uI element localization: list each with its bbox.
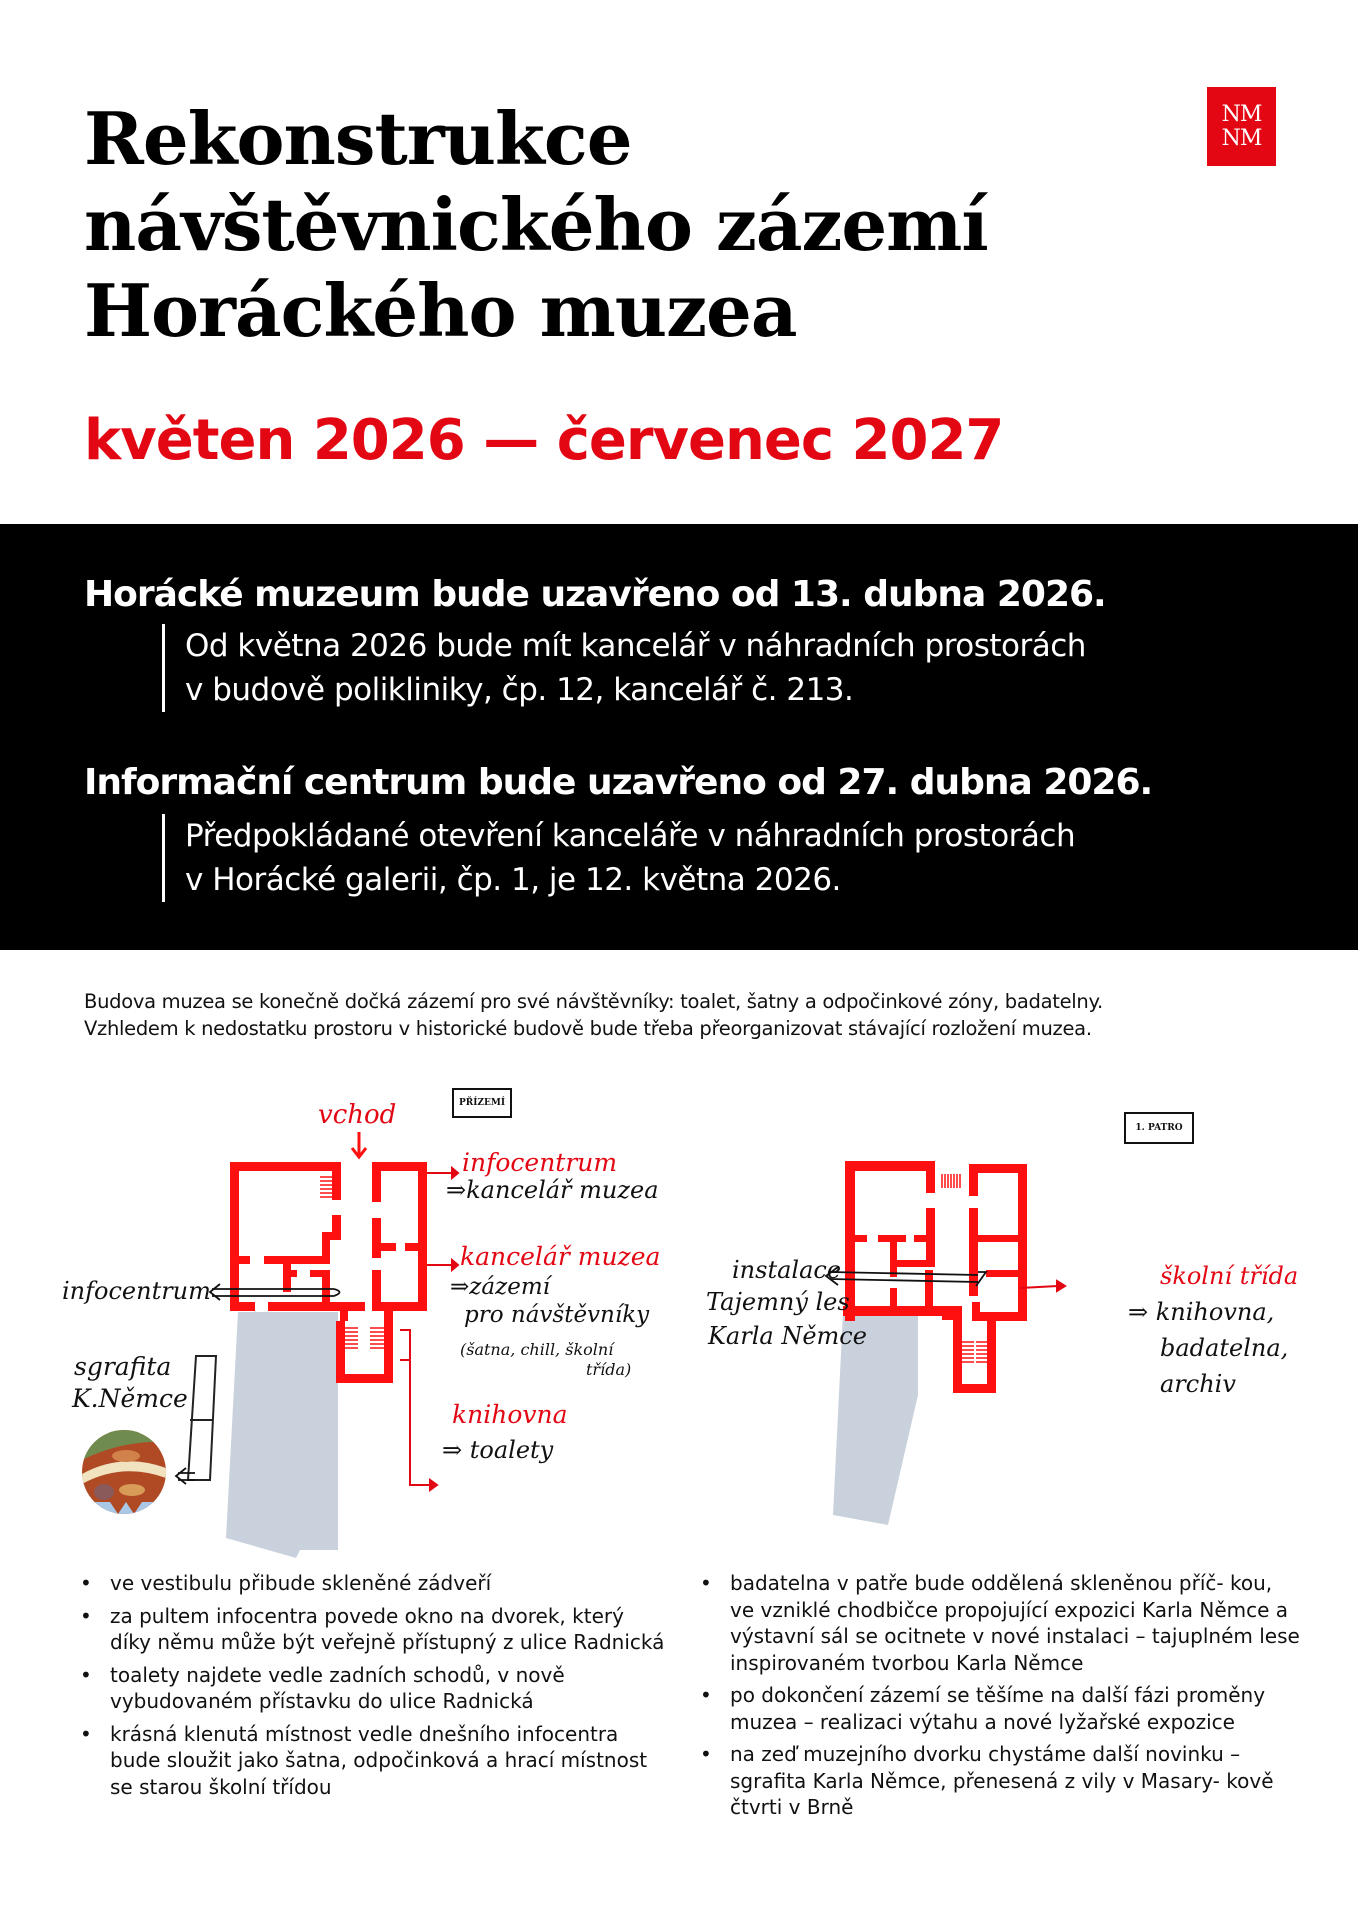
label-skolni-trida: školní třída: [1160, 1262, 1299, 1290]
bullet-item: • badatelna v patře bude oddělená skleněnou příč- kou, ve vzniklé chodbičce propojující expozici Karla Němce a výstavní sál se ocitnete v nové instalaci – tajuplném lese inspirovaném tvorbou Karla Němce: [700, 1570, 1300, 1676]
label-vchod: vchod: [318, 1100, 397, 1130]
sgraffito-image: [82, 1430, 166, 1514]
notice-heading-museum: Horácké muzeum bude uzavřeno od 13. dubna 2026.: [84, 574, 1106, 615]
notice-body-museum: [162, 624, 1086, 712]
label-knihovna: ⇒ knihovna,: [1128, 1298, 1275, 1326]
notice-line: Předpokládané otevření kanceláře v náhradních prostorách: [185, 818, 1076, 854]
logo-text: NM: [1221, 101, 1262, 127]
intro-line: Vzhledem k nedostatku prostoru v historické budově bude třeba přeorganizovat stávající rozložení muzea.: [84, 1017, 1092, 1040]
label-instalace: instalace: [732, 1256, 842, 1284]
bullet-item: • za pultem infocentra povede okno na dvorek, který díky němu může být veřejně přístupný z ulice Radnická: [80, 1603, 670, 1656]
bullet-list-right: [700, 1570, 1300, 1827]
page-title: [84, 96, 1264, 354]
title-line: Rekonstrukce: [84, 96, 632, 181]
label-toalety: ⇒ toalety: [442, 1436, 554, 1464]
label-knihovna-red: knihovna: [452, 1400, 568, 1429]
notice-line: v Horácké galerii, čp. 1, je 12. května 2026.: [185, 862, 841, 898]
title-line: Horáckého muzea: [84, 268, 797, 353]
stairs: [942, 1174, 987, 1362]
label-kancelar-red: kancelář muzea: [460, 1242, 661, 1271]
intro-text: [84, 988, 1103, 1042]
notice-body-infocentre: [162, 814, 1075, 902]
label-infocentrum-left: infocentrum: [62, 1277, 211, 1305]
floor-tag-ground: PŘÍZEMÍ: [452, 1088, 512, 1118]
label-k-nemce: K.Němce: [72, 1384, 188, 1413]
bullet-item: • ve vestibulu přibude skleněné zádveří: [80, 1570, 670, 1597]
floor-tag-first: 1. PATRO: [1124, 1112, 1194, 1144]
label-infocentrum-red: infocentrum: [462, 1148, 618, 1177]
entrance-arrow-icon: [352, 1132, 366, 1157]
label-tajemny-les: Tajemný les: [706, 1288, 850, 1316]
label-karla-nemce: Karla Němce: [708, 1322, 867, 1350]
nm-logo: [1207, 87, 1276, 166]
title-line: návštěvnického zázemí: [84, 182, 988, 267]
label-archiv: archiv: [1160, 1370, 1236, 1398]
logo-text: NM: [1221, 125, 1262, 151]
label-pro-navstevniky: pro návštěvníky: [464, 1302, 650, 1328]
intro-line: Budova muzea se konečně dočká zázemí pro své návštěvníky: toalet, šatny a odpočinkové zóny, badatelny.: [84, 990, 1103, 1013]
notice-heading-infocentre: Informační centrum bude uzavřeno od 27. dubna 2026.: [84, 762, 1153, 803]
label-satna: (šatna, chill, školní: [460, 1340, 614, 1359]
label-trida: třída): [586, 1360, 632, 1379]
bullet-item: • po dokončení zázemí se těšíme na další fázi proměny muzea – realizaci výtahu a nové lyžařské expozice: [700, 1682, 1300, 1735]
courtyard-area: [226, 1312, 338, 1558]
label-kancelar-muzea: ⇒kancelář muzea: [446, 1176, 659, 1204]
label-sgrafita: sgrafita: [74, 1352, 172, 1381]
notice-line: v budově polikliniky, čp. 12, kancelář č. 213.: [185, 672, 854, 708]
label-badatelna: badatelna,: [1160, 1334, 1289, 1362]
label-zazemi: ⇒zázemí: [450, 1274, 550, 1300]
bullet-item: • na zeď muzejního dvorku chystáme další novinku – sgrafita Karla Němce, přenesená z vily v Masary- kově čtvrti v Brně: [700, 1741, 1300, 1821]
date-range: květen 2026 — červenec 2027: [84, 408, 1004, 473]
notice-line: Od května 2026 bude mít kancelář v náhradních prostorách: [185, 628, 1086, 664]
bullet-list-left: [80, 1570, 670, 1806]
sgraffito-wall: [188, 1356, 216, 1480]
bullet-item: • krásná klenutá místnost vedle dnešního infocentra bude sloužit jako šatna, odpočinková a hrací místnost se starou školní třídou: [80, 1721, 670, 1801]
bullet-item: • toalety najdete vedle zadních schodů, v nově vybudovaném přístavku do ulice Radnická: [80, 1662, 670, 1715]
